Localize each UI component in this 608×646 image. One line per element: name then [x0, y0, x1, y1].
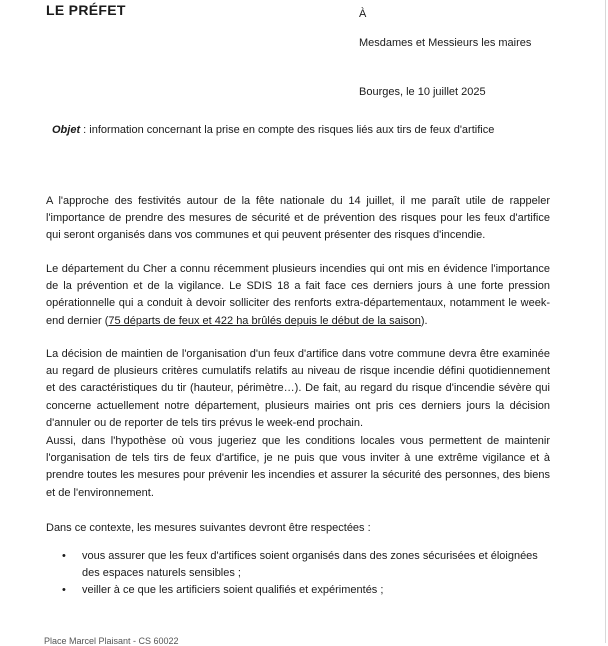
- paragraph-1: A l'approche des festivités autour de la fête nationale du 14 juillet, il me paraît utile de rappeler l'importance de prendre des mesures de sécurité et de prévention des risques pour les feux d'artifice qui seront organisés dans vos communes et qui peuvent présenter des risques d'incendie.: [46, 195, 550, 242]
- page-edge: [605, 0, 606, 643]
- paragraph-3: La décision de maintien de l'organisation d'un feux d'artifice dans votre commune devra être examinée au regard de plusieurs critères cumulatifs relatifs au niveau de risque incendie défini quotidiennement et des caractéristiques du tir (hauteur, périmètre…). De fait, au regard du risque d'incendie sévère qui concerne actuellement notre département, plusieurs mairies ont pris ces derniers jours la décision d'annuler ou de reporter de tels tirs prévus le week-end prochain.: [46, 348, 550, 429]
- footer-address: Place Marcel Plaisant - CS 60022: [44, 636, 179, 646]
- to-prefix: À: [359, 8, 367, 20]
- paragraph-2-highlight: 75 départs de feux et 422 ha brûlés depuis le début de la saison: [108, 314, 421, 327]
- bullet-icon: •: [62, 584, 66, 597]
- bullet-icon: •: [62, 550, 66, 562]
- list-item: [62, 582, 550, 599]
- date-line: Bourges, le 10 juillet 2025: [359, 86, 486, 98]
- list-item-text: veiller à ce que les artificiers soient qualifiés et expérimentés ;: [82, 584, 384, 597]
- paragraph-2-text: Le département du Cher a connu récemment plusieurs incendies qui ont mis en évidence l'importance de la prévention et de la vigilance. Le SDIS 18 a fait face ces derniers jours à une forte pression opérationnelle qui a conduit à devoir solliciter des renforts extra-départementaux, notamment le week-end dernier (: [46, 263, 550, 327]
- subject-text: : information concernant la prise en compte des risques liés aux tirs de feux d'artifice: [80, 124, 495, 136]
- measures-list: [62, 548, 550, 600]
- list-item: [62, 548, 550, 582]
- paragraph-4: Aussi, dans l'hypothèse où vous jugeriez que les conditions locales vous permettent de maintenir l'organisation de tels tirs de feux d'artifice, je ne puis que vous inviter à une extrême vigilance et à prendre toutes les mesures pour prévenir les incendies et assurer la sécurité des personnes, des biens et de l'environnement.: [46, 435, 550, 499]
- subject-line: [52, 124, 494, 136]
- paragraph-2: [46, 261, 550, 330]
- sender-title: LE PRÉFET: [46, 2, 126, 18]
- list-item-text: vous assurer que les feux d'artifices soient organisés dans des zones sécurisées et éloignées des espaces naturels sensibles ;: [82, 550, 538, 580]
- addressee: Mesdames et Messieurs les maires: [359, 37, 532, 49]
- paragraph-2-end: ).: [420, 314, 428, 327]
- subject-label: Objet: [52, 124, 81, 136]
- paragraph-5: Dans ce contexte, les mesures suivantes devront être respectées :: [46, 522, 371, 534]
